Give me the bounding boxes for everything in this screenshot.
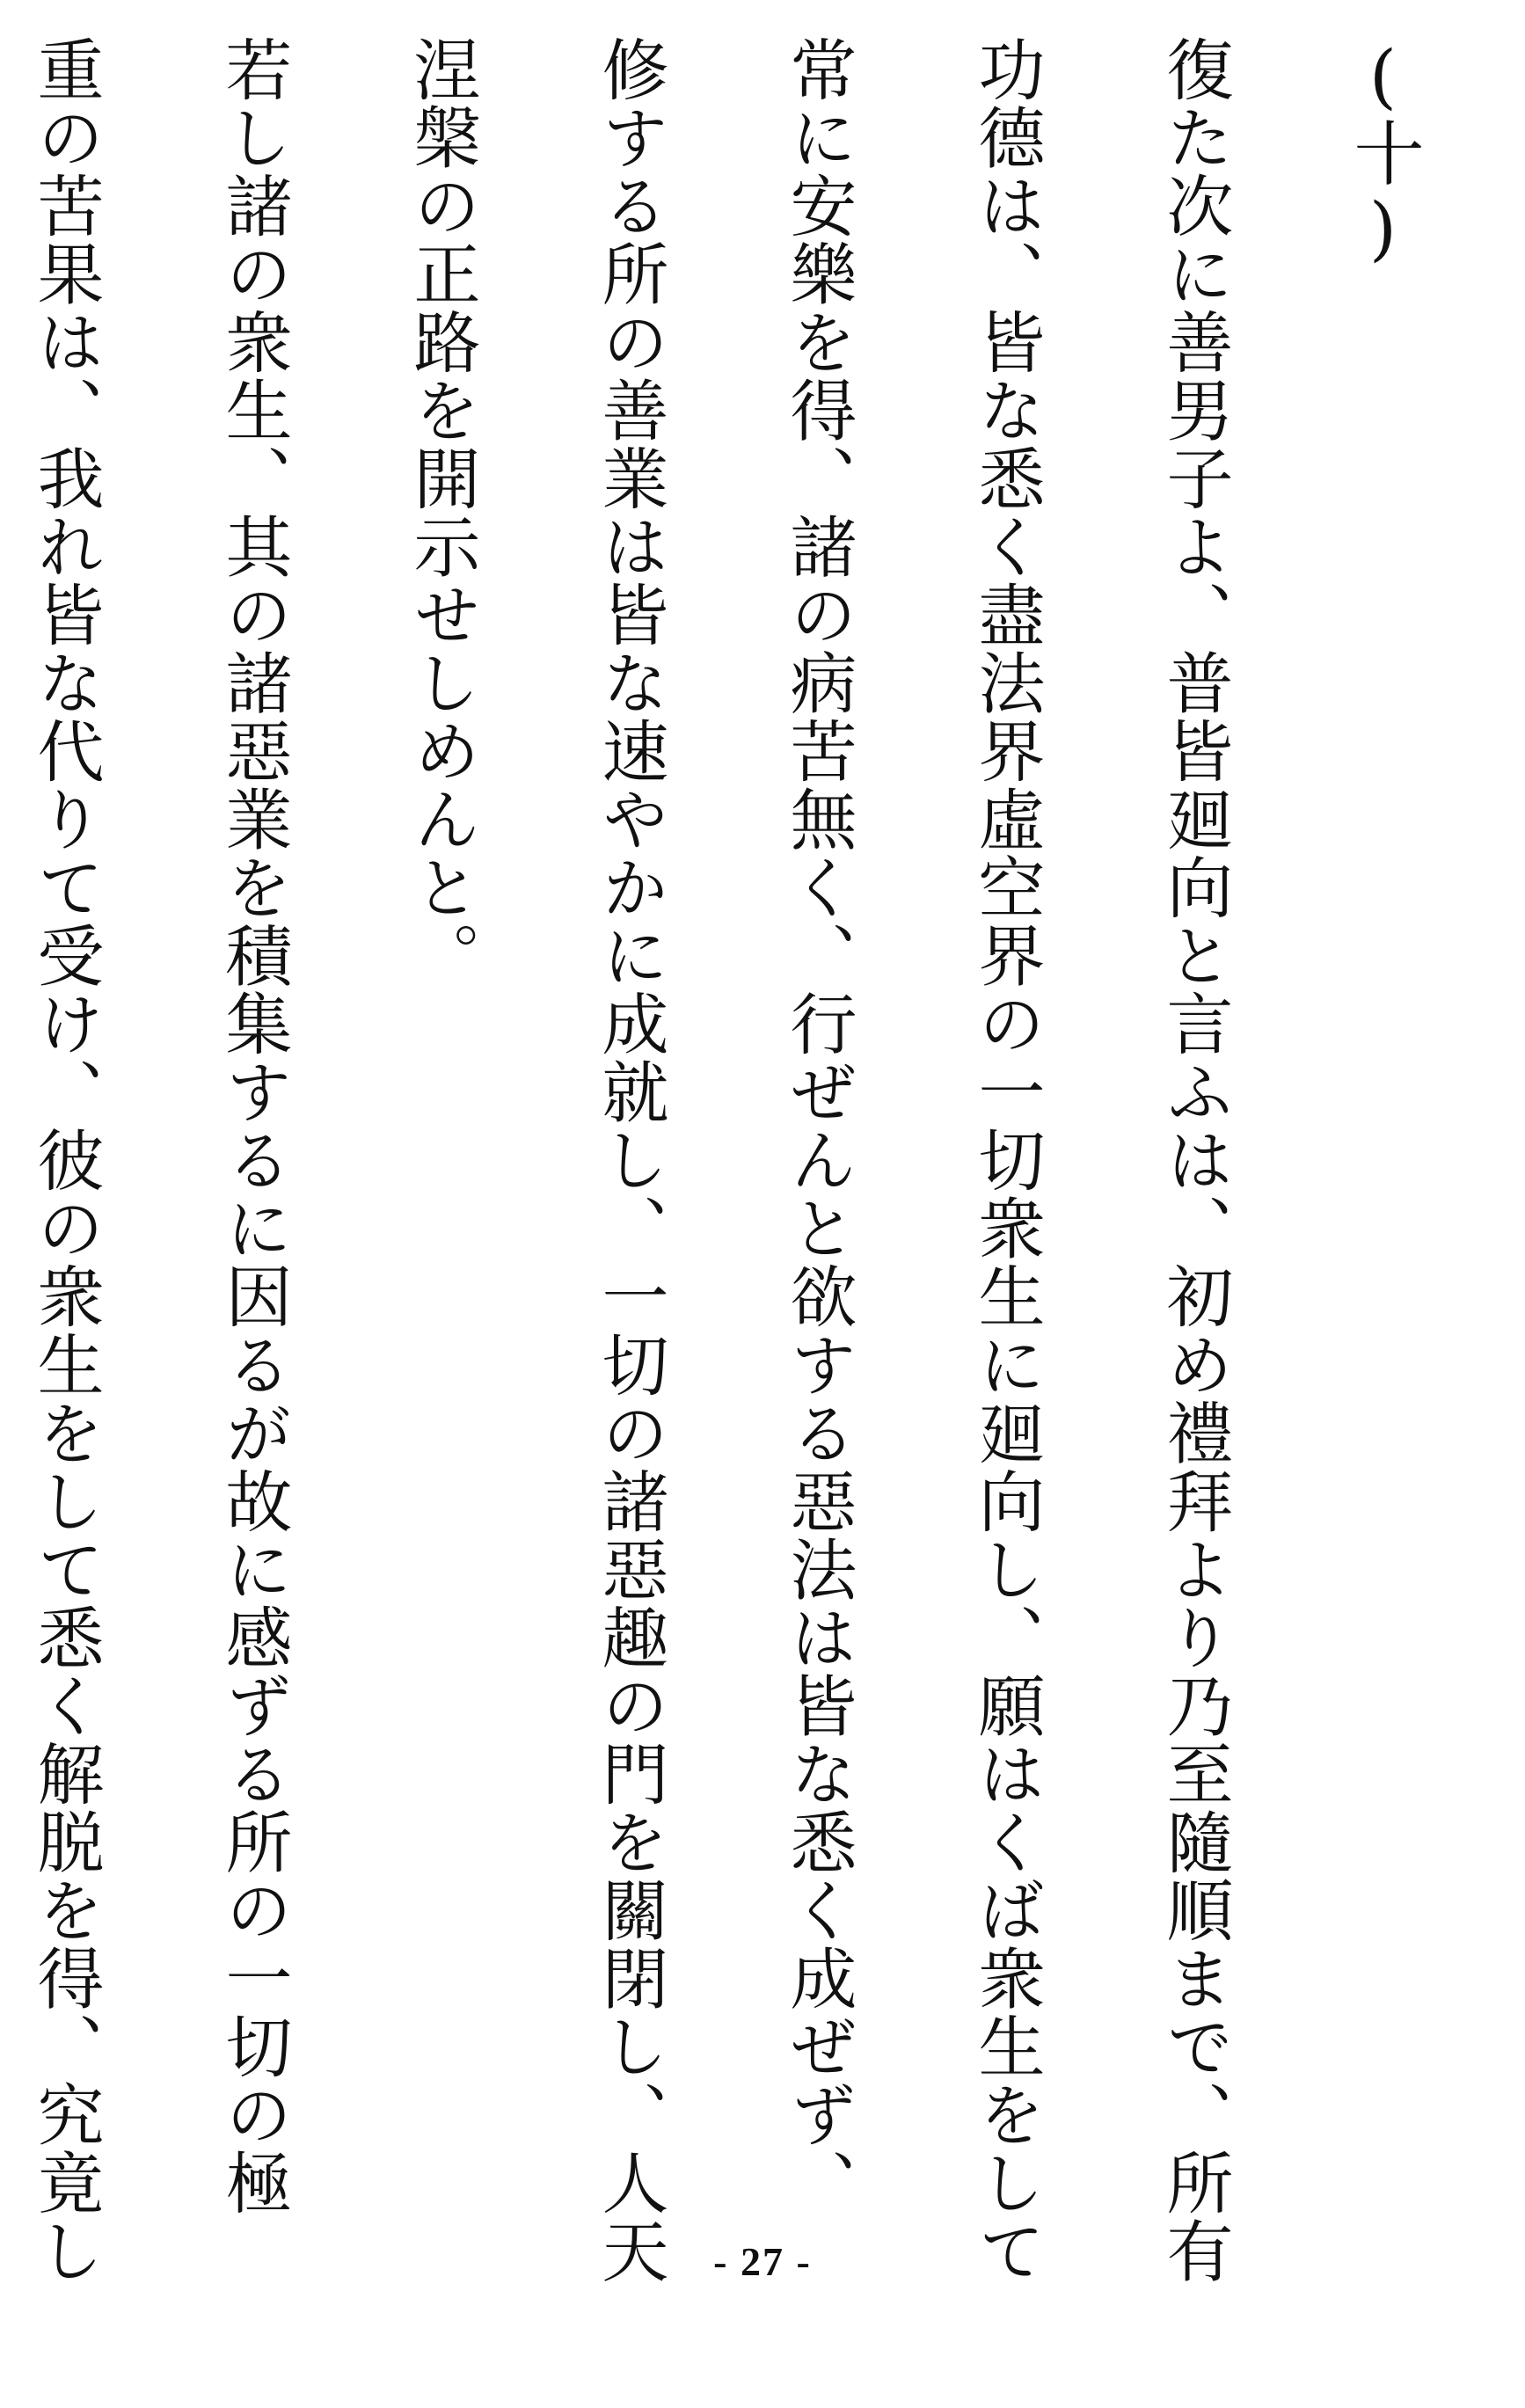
text-line: 若し諸の衆生、其の諸惡業を積集するに因るが故に感ずる所の一切の極 [215,35,293,2217]
text-line: 復た次に善男子よ、普皆廻向と言ふは、初め禮拜より乃至隨順まで、所有 [1156,35,1234,2286]
text-line: 涅槃の正路を開示せしめんと。 [403,35,481,990]
text-line: 功德は、皆な悉く盡法界虛空界の一切衆生に廻向し、願はくば衆生をして [967,35,1046,2286]
text-line: 常に安樂を得、諸の病苦無く、行ぜんと欲する惡法は皆な悉く成ぜず、 [779,35,857,2217]
text-line: 修する所の善業は皆な速やかに成就し、一切の諸惡趣の門を關閉し、人天 [591,35,669,2286]
page-number: - 27 - [713,2239,812,2284]
text-line: 重の苦果は、我れ皆な代りて受け、彼の衆生をして悉く解脱を得、究竟し [26,35,105,2286]
section-number: (十) [1342,35,1424,269]
